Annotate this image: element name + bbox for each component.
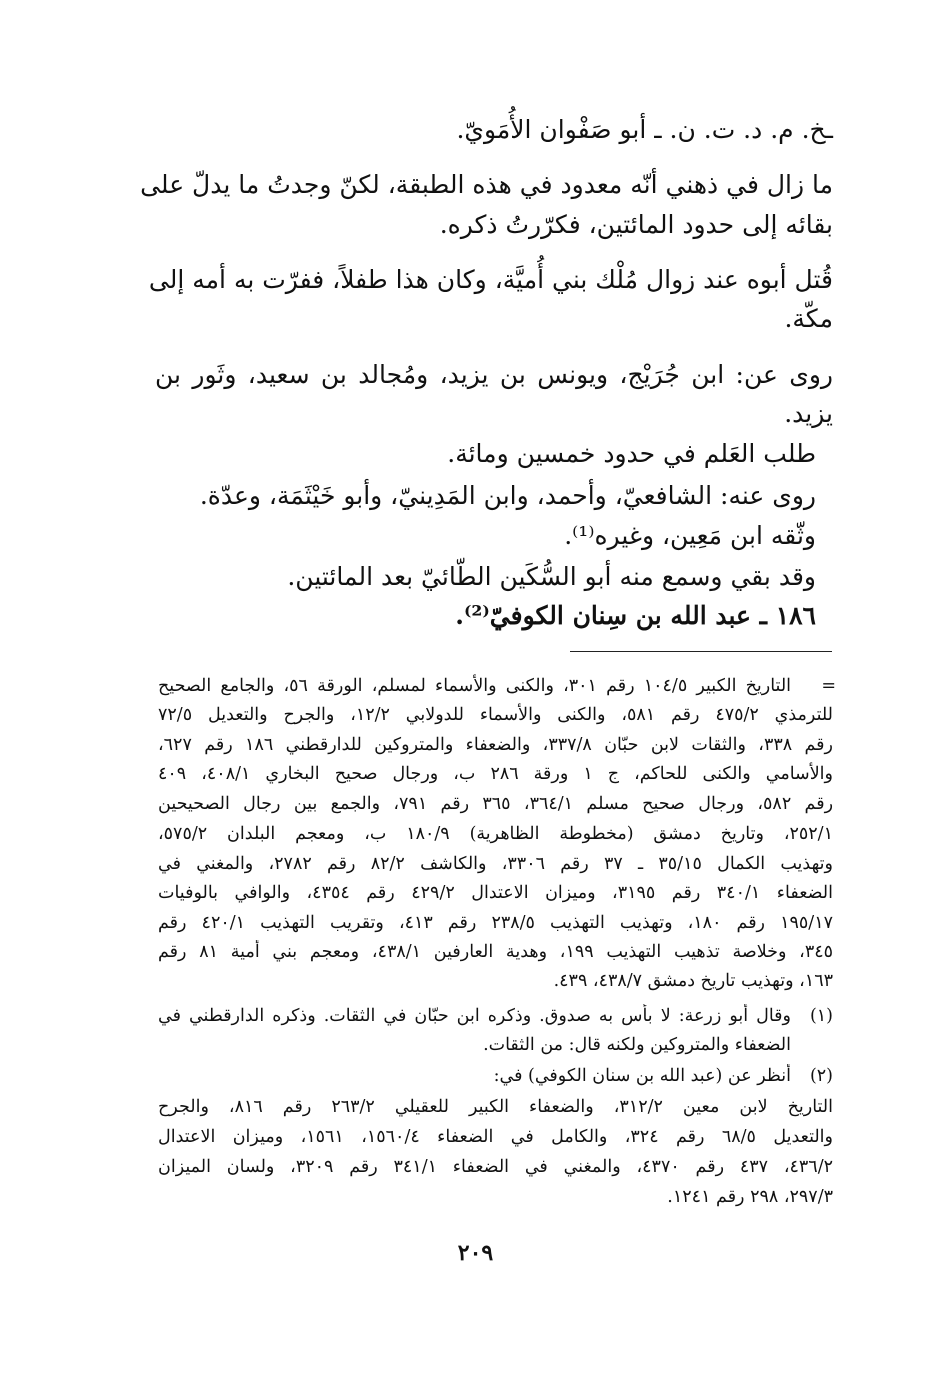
main-text-line: بقائه إلى حدود المائتين، فكرّرتُ ذكره. xyxy=(439,210,833,239)
footnote-line: رقم ٣٣٨، والثقات لابن حبّان ٣٣٧/٨، والضعفاء والمتروكين للدارقطني ١٨٦ رقم ٦٢٧، xyxy=(158,735,833,755)
footnote-line: ٣٤٥، وخلاصة تذهيب التهذيب ١٩٩، وهدية العارفين ٤٣٨/١، ومعجم بني أمية ٨١ رقم xyxy=(158,942,833,962)
main-text-line: وقد بقي وسمع منه أبو السُّكَين الطّائيّ بعد المائتين. xyxy=(287,562,816,591)
main-text-line: ـخ. م. د. ت. ن. ـ أبو صَفْوان الأُمَويّ. xyxy=(456,115,833,144)
footnote-line: وتهذيب الكمال ٣٥/١٥ ـ ٣٧ رقم ٣٣٠٦، والكاشف ٨٢/٢ رقم ٢٧٨٢، والمغني في xyxy=(158,854,833,874)
main-text-line: روى عنه: الشافعيّ، وأحمد، وابن المَدِينيّ، وأبو خَيْثَمَة، وعدّة. xyxy=(199,481,816,510)
main-text-line: وثّقه ابن مَعِين، وغيره⁽¹⁾. xyxy=(564,521,816,550)
footnote-line: والأسامي والكنى للحاكم، ج ١ ورقة ٢٨٦ ب، ورجال صحيح البخاري ٤٠٨/١، ٤٠٩ xyxy=(158,764,833,784)
footnote-line: رقم ٥٨٢، ورجال صحيح مسلم ٣٦٤/١، ٣٦٥ رقم ٧٩١، والجمع بين رجال الصحيحين xyxy=(158,794,833,814)
footnote-1-line: وقال أبو زرعة: لا بأس به صدوق. وذكره ابن حبّان في الثقات. وذكره الدارقطني في xyxy=(158,1006,791,1026)
footnote-line: للترمذي ٤٧٥/٢ رقم ٥٨١، والكنى والأسماء للدولابي ١٢/٢، والجرح والتعديل ٧٢/٥ xyxy=(158,705,833,725)
footnote-2-line: التاريخ لابن معين ٣١٢/٢، والضعفاء الكبير للعقيلي ٢٦٣/٢ رقم ٨١٦، والجرح xyxy=(158,1097,833,1117)
footnote-2-line: ٤٣٦/٢، ٤٣٧ رقم ٤٣٧٠، والمغني في الضعفاء ٣٤١/١ رقم ٣٢٠٩، ولسان الميزان xyxy=(158,1157,833,1177)
main-text-line: يزيد. xyxy=(784,399,833,428)
footnote-2-line: ٢٩٧/٣، ٢٩٨ رقم ١٢٤١. xyxy=(667,1187,833,1207)
main-text-line: مكّة. xyxy=(784,304,833,333)
page-number: ٢٠٩ xyxy=(457,1240,494,1266)
footnote-line: ١٩٥/١٧ رقم ١٨٠، وتهذيب التهذيب ٢٣٨/٥ رقم ٤١٣، وتقريب التهذيب ٤٢٠/١ رقم xyxy=(158,913,833,933)
footnote-1-marker: (١) xyxy=(809,1006,833,1026)
footnote-2-marker: (٢) xyxy=(809,1066,833,1086)
entry-heading: ١٨٦ ـ عبد الله بن سِنان الكوفيّ⁽²⁾. xyxy=(455,601,816,630)
footnote-2-line: والتعديل ٦٨/٥ رقم ٣٢٤، والكامل في الضعفاء ١٥٦٠/٤، ١٥٦١، وميزان الاعتدال xyxy=(158,1127,833,1147)
footnote-line: الضعفاء ٣٤٠/١ رقم ٣١٩٥، وميزان الاعتدال ٤٢٩/٢ رقم ٤٣٥٤، والوافي بالوفيات xyxy=(158,883,833,903)
footnote-line: التاريخ الكبير ١٠٤/٥ رقم ٣٠١، والكنى والأسماء لمسلم، الورقة ٥٦، والجامع الصحيح xyxy=(158,676,791,696)
main-text-line: روى عن: ابن جُرَيْج، ويونس بن يزيد، ومُجالد بن سعيد، وثَور بن xyxy=(155,360,833,389)
footnote-line: ٢٥٢/١، وتاريخ دمشق (مخطوطة الظاهرية) ١٨٠/٩ ب، ومعجم البلدان ٥٧٥/٢، xyxy=(158,824,833,844)
main-text-line: طلب العَلم في حدود خمسين ومائة. xyxy=(447,439,816,468)
footnote-separator xyxy=(570,651,832,652)
footnote-line: ١٦٣، وتهذيب تاريخ دمشق ٤٣٨/٧، ٤٣٩. xyxy=(553,971,833,991)
main-text-line: قُتل أبوه عند زوال مُلْك بني أُميَّة، وكان هذا طفلاً، ففرّت به أمه إلى xyxy=(148,265,833,294)
footnote-2-intro: أنظر عن (عبد الله بن سنان الكوفي) في: xyxy=(493,1066,791,1086)
footnote-1-line: الضعفاء والمتروكين ولكنه قال: من الثقات. xyxy=(483,1035,791,1055)
footnote-continuation-marker: = xyxy=(821,676,836,696)
main-text-line: ما زال في ذهني أنّه معدود في هذه الطبقة، لكنّ وجدتُ ما يدلّ على xyxy=(140,170,833,199)
